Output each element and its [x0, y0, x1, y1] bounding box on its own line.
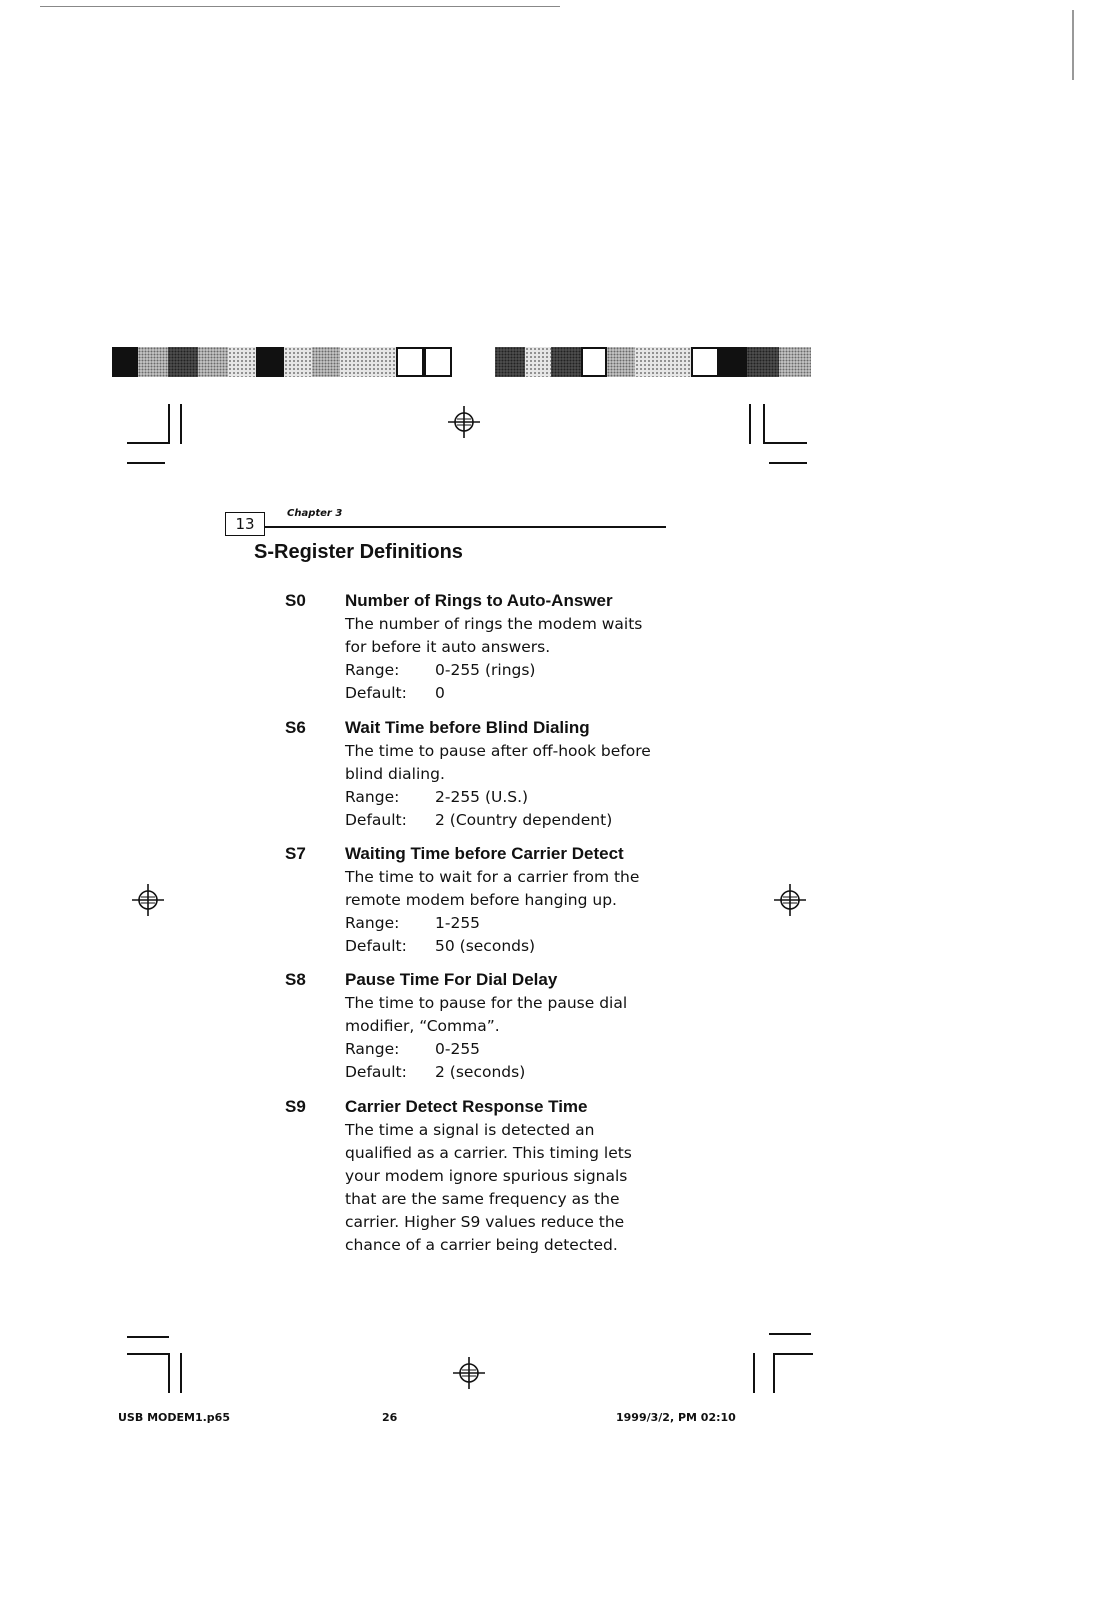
register-code: S6	[285, 718, 306, 737]
register-description: blind dialing.	[345, 765, 445, 783]
register-description: The number of rings the modem waits	[345, 615, 643, 633]
color-bar-left	[112, 347, 452, 377]
crop-mark	[127, 462, 165, 464]
chapter-label: Chapter 3	[287, 508, 343, 519]
register-description: qualified as a carrier. This timing lets	[345, 1144, 632, 1162]
register-description: remote modem before hanging up.	[345, 891, 617, 909]
default-row: Default: 2 (seconds)	[345, 1061, 675, 1084]
register-entry	[345, 968, 675, 1084]
crop-mark	[763, 404, 765, 444]
registration-target-icon	[451, 1355, 487, 1391]
range-row: Range: 0-255	[345, 1038, 675, 1061]
register-description: your modem ignore spurious signals	[345, 1167, 628, 1185]
register-description: The time to wait for a carrier from the	[345, 868, 640, 886]
register-description: that are the same frequency as the	[345, 1190, 620, 1208]
default-value: 2 (Country dependent)	[435, 811, 613, 829]
footer-filename: USB MODEM1.p65	[118, 1411, 230, 1424]
crop-mark	[180, 404, 182, 444]
register-description: for before it auto answers.	[345, 638, 551, 656]
scan-noise-right	[1072, 10, 1074, 80]
register-entry	[345, 1095, 675, 1257]
default-value: 0	[435, 684, 445, 702]
registration-target-icon	[772, 882, 808, 918]
range-value: 0-255	[435, 1040, 481, 1058]
crop-mark	[127, 1353, 169, 1355]
footer-timestamp: 1999/3/2, PM 02:10	[616, 1411, 736, 1424]
register-description: chance of a carrier being detected.	[345, 1236, 618, 1254]
crop-mark	[127, 442, 169, 444]
range-row: Range: 0-255 (rings)	[345, 659, 675, 682]
register-description: The time to pause after off-hook before	[345, 742, 651, 760]
default-value: 50 (seconds)	[435, 937, 536, 955]
range-value: 0-255 (rings)	[435, 661, 536, 679]
range-value: 2-255 (U.S.)	[435, 788, 529, 806]
crop-mark	[773, 1353, 775, 1393]
register-title: Number of Rings to Auto-Answer	[345, 591, 613, 610]
register-description: carrier. Higher S9 values reduce the	[345, 1213, 625, 1231]
register-entry	[345, 716, 675, 832]
default-row: Default: 2 (Country dependent)	[345, 809, 675, 832]
register-code: S9	[285, 1097, 306, 1116]
crop-mark	[763, 442, 807, 444]
range-row: Range: 1-255	[345, 912, 675, 935]
scan-noise-top	[40, 6, 560, 7]
crop-mark	[769, 462, 807, 464]
register-code: S8	[285, 970, 306, 989]
default-value: 2 (seconds)	[435, 1063, 526, 1081]
crop-mark	[773, 1353, 813, 1355]
chapter-number: 13	[225, 512, 265, 536]
register-entry	[345, 589, 675, 705]
range-row: Range: 2-255 (U.S.)	[345, 786, 675, 809]
crop-mark	[753, 1353, 755, 1393]
register-title: Wait Time before Blind Dialing	[345, 718, 590, 737]
registration-target-icon	[446, 404, 482, 440]
register-title: Pause Time For Dial Delay	[345, 970, 558, 989]
crop-mark	[127, 1336, 169, 1338]
crop-mark	[180, 1353, 182, 1393]
range-value: 1-255	[435, 914, 481, 932]
footer-page: 26	[382, 1411, 398, 1424]
section-title: S-Register Definitions	[254, 541, 463, 563]
default-row: Default: 50 (seconds)	[345, 935, 675, 958]
register-description: modifier, “Comma”.	[345, 1017, 500, 1035]
registration-target-icon	[130, 882, 166, 918]
crop-mark	[749, 404, 751, 444]
crop-mark	[769, 1333, 811, 1335]
crop-mark	[168, 404, 170, 444]
chapter-rule	[264, 526, 666, 528]
register-code: S0	[285, 591, 306, 610]
crop-mark	[168, 1353, 170, 1393]
color-bar-right	[495, 347, 811, 377]
register-description: The time a signal is detected an	[345, 1121, 595, 1139]
register-title: Carrier Detect Response Time	[345, 1097, 588, 1116]
default-row: Default: 0	[345, 682, 675, 705]
register-code: S7	[285, 844, 306, 863]
register-description: The time to pause for the pause dial	[345, 994, 628, 1012]
register-title: Waiting Time before Carrier Detect	[345, 844, 624, 863]
register-entry	[345, 842, 675, 958]
